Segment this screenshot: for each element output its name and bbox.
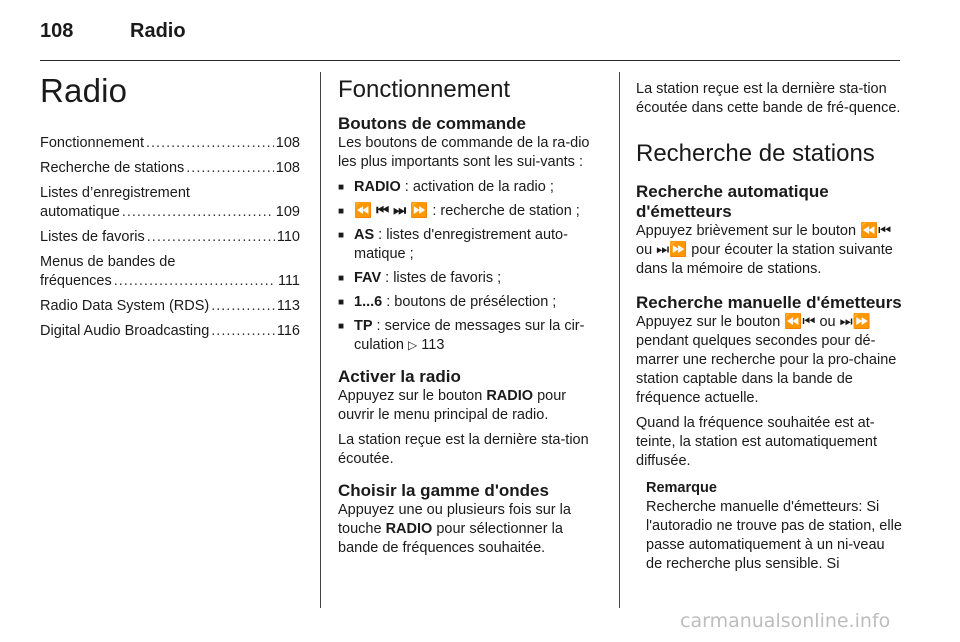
toc-item[interactable]: Menus de bandes de fréquences ..... 111 <box>40 253 300 291</box>
list-item: ■ RADIO : activation de la radio ; <box>338 178 604 197</box>
list-item: ■ TP : service de messages sur la cir-culation ▷ 113 <box>338 317 604 355</box>
paragraph: Appuyez une ou plusieurs fois sur la touche RADIO pour sélectionner la bande de fréquences souhaitée. <box>338 502 571 556</box>
paragraph: Appuyez sur le bouton RADIO pour ouvrir le menu principal de radio. <box>338 388 567 423</box>
section-title: Recherche de stations <box>636 140 875 167</box>
controls-list <box>338 178 604 355</box>
subsection-heading: Recherche manuelle d'émetteurs <box>636 293 902 312</box>
section-title: Fonctionnement <box>338 76 511 103</box>
subsection-heading: Recherche automatique d'émetteurs <box>636 182 829 221</box>
watermark: carmanualsonline.info <box>680 610 891 632</box>
note-title: Remarque <box>646 480 717 496</box>
page-ref[interactable]: 113 <box>421 337 445 353</box>
paragraph: La station reçue est la dernière sta-tion écoutée dans cette bande de fré-quence. <box>636 81 901 116</box>
subsection-heading: Activer la radio <box>338 367 461 386</box>
toc-item[interactable]: Fonctionnement ..... 108 <box>40 134 300 153</box>
paragraph: La station reçue est la dernière sta-tion écoutée. <box>338 432 589 467</box>
content-column-2 <box>338 76 604 564</box>
header-section: Radio <box>130 20 186 42</box>
toc-item[interactable]: Radio Data System (RDS) ..... 113 <box>40 297 300 316</box>
content-column-3 <box>636 80 902 580</box>
column-divider <box>320 72 321 608</box>
list-item: ■ AS : listes d'enregistrement auto-matique ; <box>338 226 604 264</box>
page-header <box>40 20 900 61</box>
note-box <box>636 479 902 574</box>
page-number: 108 <box>40 20 74 42</box>
subsection-heading: Choisir la gamme d'ondes <box>338 481 549 500</box>
list-item: ■ FAV : listes de favoris ; <box>338 269 604 288</box>
toc-column <box>40 72 300 347</box>
toc-item[interactable]: Recherche de stations ..... 108 <box>40 159 300 178</box>
toc-item[interactable]: Listes d’enregistrement automatique ..... 109 <box>40 184 300 222</box>
note-text: Recherche manuelle d'émetteurs: Si l'autoradio ne trouve pas de station, elle passe automatiquement à un ni-veau de recherche plus sensible. Si <box>646 499 902 572</box>
toc-title: Radio <box>40 72 128 109</box>
seek-icons: ⏪ ⏮ ⏭ ⏩ <box>354 203 429 219</box>
paragraph: Appuyez sur le bouton ⏪⏮ ou ⏭⏩ pendant quelques secondes pour dé-marrer une recherche pour la pro-chaine station captable dans la bande de fréquence actuelle. <box>636 314 897 406</box>
paragraph: Quand la fréquence souhaitée est at-teinte, la station est automatiquement diffusée. <box>636 415 878 469</box>
toc-item[interactable]: Digital Audio Broadcasting ..... 116 <box>40 322 300 341</box>
paragraph: Les boutons de commande de la ra-dio les plus importants sont les sui-vants : <box>338 135 590 170</box>
list-item: ■ ⏪ ⏮ ⏭ ⏩ : recherche de station ; <box>338 202 604 221</box>
list-item: ■ 1...6 : boutons de présélection ; <box>338 293 604 312</box>
subsection-heading: Boutons de commande <box>338 114 526 133</box>
toc-item[interactable]: Listes de favoris ..... 110 <box>40 228 300 247</box>
column-divider <box>619 72 620 608</box>
page-ref-arrow-icon: ▷ <box>408 338 418 352</box>
paragraph: Appuyez brièvement sur le bouton ⏪⏮ ou ⏭⏩ pour écouter la station suivante dans la mémoire de stations. <box>636 223 893 277</box>
